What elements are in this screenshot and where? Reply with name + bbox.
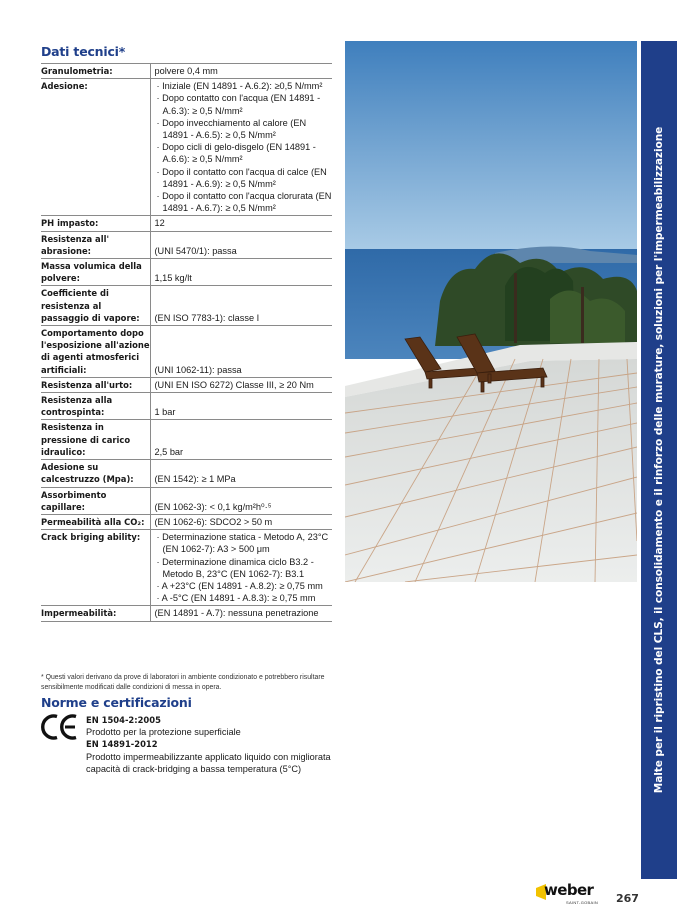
table-row <box>41 487 332 514</box>
table-row <box>41 460 332 487</box>
sidebar-chapter-title: Malte per il ripristino del CLS, il consolidamento e il rinforzo delle murature, soluzioni per l'impermeabilizzazione <box>653 126 665 794</box>
norme-certificazioni-title: Norme e certificazioni <box>41 695 192 710</box>
spec-value: (EN 14891 - A.7): nessuna penetrazione <box>150 606 332 621</box>
table-row <box>41 420 332 460</box>
spec-list-item: · Dopo contatto con l'acqua (EN 14891 - A.6.3): ≥ 0,5 N/mm² <box>156 93 321 116</box>
spec-list-item: · A +23°C (EN 14891 - A.8.2): ≥ 0,75 mm <box>156 580 323 591</box>
certifications-list <box>86 714 336 775</box>
page-number: 267 <box>616 892 639 905</box>
brand-sub: SAINT-GOBAIN <box>566 900 599 905</box>
spec-list-item: · Determinazione statica - Metodo A, 23°C (EN 1062-7): A3 > 500 μm <box>156 532 329 555</box>
cert-standard: EN 1504-2:2005 <box>86 715 161 725</box>
spec-list-item: · Dopo invecchiamento al calore (EN 14891 - A.6.5): ≥ 0,5 N/mm² <box>156 117 307 141</box>
table-row <box>41 514 332 529</box>
spec-list-item: · A -5°C (EN 14891 - A.8.3): ≥ 0,75 mm <box>156 593 316 604</box>
spec-label: Resistenza in pressione di carico idraulico: <box>41 422 131 457</box>
table-row <box>41 259 332 286</box>
spec-label: Resistenza all'urto: <box>41 379 133 390</box>
table-row <box>41 64 332 79</box>
table-row <box>41 606 332 621</box>
weber-logo <box>536 883 602 909</box>
ce-mark-icon <box>40 712 80 742</box>
spec-list-item: · Iniziale (EN 14891 - A.6.2): ≥0,5 N/mm² <box>156 81 323 92</box>
sidebar-band <box>641 41 677 879</box>
spec-label: Assorbimento capillare: <box>41 489 107 512</box>
table-row <box>41 286 332 326</box>
spec-label: Granulometria: <box>41 66 113 76</box>
spec-value: (EN ISO 7783-1): classe I <box>150 286 332 326</box>
spec-label: Coefficiente di resistenza al passaggio di vapore: <box>41 288 140 323</box>
spec-value: 1 bar <box>150 393 332 420</box>
spec-list-item: · Dopo il contatto con l'acqua di calce (EN 14891 - A.6.9): ≥ 0,5 N/mm² <box>156 166 327 189</box>
spec-value: polvere 0,4 mm <box>150 64 332 79</box>
spec-list-item: · Dopo il contatto con l'acqua clorurata (EN 14891 - A.6.7): ≥ 0,5 N/mm² <box>156 191 332 214</box>
spec-value: (EN 1062-3): < 0,1 kg/m²h⁰·⁵ <box>150 487 332 514</box>
spec-value-list <box>150 530 332 606</box>
table-row <box>41 231 332 258</box>
spec-value: 1,15 kg/lt <box>150 259 332 286</box>
table-row <box>41 79 332 216</box>
table-row <box>41 377 332 392</box>
spec-value: (UNI EN ISO 6272) Classe III, ≥ 20 Nm <box>150 377 332 392</box>
spec-label: Adesione su calcestruzzo (Mpa): <box>41 462 134 485</box>
table-row <box>41 216 332 231</box>
cert-description: Prodotto per la protezione superficiale <box>86 727 241 738</box>
spec-value: 2,5 bar <box>150 420 332 460</box>
spec-list-item: · Determinazione dinamica ciclo B3.2 - Metodo B, 23°C (EN 1062-7): B3.1 <box>156 556 314 579</box>
spec-value-list <box>150 79 332 216</box>
terrace-photo <box>345 41 637 582</box>
spec-value: (UNI 1062-11): passa <box>150 326 332 378</box>
spec-label: Crack briging ability: <box>41 532 141 543</box>
spec-label: Comportamento dopo l'esposizione all'azione di agenti atmosferici artificiali: <box>41 328 150 375</box>
spec-value: 12 <box>150 216 332 231</box>
spec-label: Resistenza alla controspinta: <box>41 395 113 418</box>
spec-value: (EN 1062-6): SDCO2 > 50 m <box>150 514 332 529</box>
technical-specs-table <box>41 63 332 622</box>
spec-label: Impermeabilità: <box>41 608 117 619</box>
spec-value: (EN 1542): ≥ 1 MPa <box>150 460 332 487</box>
cert-description: Prodotto impermeabilizzante applicato liquido con migliorata capacità di crack-bridging a bassa temperatura (5°C) <box>86 751 331 774</box>
brand-name: weber <box>544 881 594 899</box>
spec-label: Adesione: <box>41 81 88 92</box>
spec-list-item: · Dopo cicli di gelo-disgelo (EN 14891 - A.6.6): ≥ 0,5 N/mm² <box>156 142 316 165</box>
spec-label: PH impasto: <box>41 218 99 229</box>
table-row <box>41 326 332 378</box>
dati-tecnici-title: Dati tecnici* <box>41 44 126 59</box>
spec-label: Permeabilità alla CO₂: <box>41 516 145 527</box>
table-row <box>41 530 332 606</box>
spec-label: Massa volumica della polvere: <box>41 261 142 284</box>
spec-label: Resistenza all' abrasione: <box>41 233 110 256</box>
footnote: * Questi valori derivano da prove di laboratori in ambiente condizionato e potrebbero risultare sensibilmente modificati dalle condizioni di messa in opera. <box>41 674 325 691</box>
spec-value: (UNI 5470/1): passa <box>150 231 332 258</box>
table-row <box>41 393 332 420</box>
cert-standard: EN 14891-2012 <box>86 739 158 750</box>
